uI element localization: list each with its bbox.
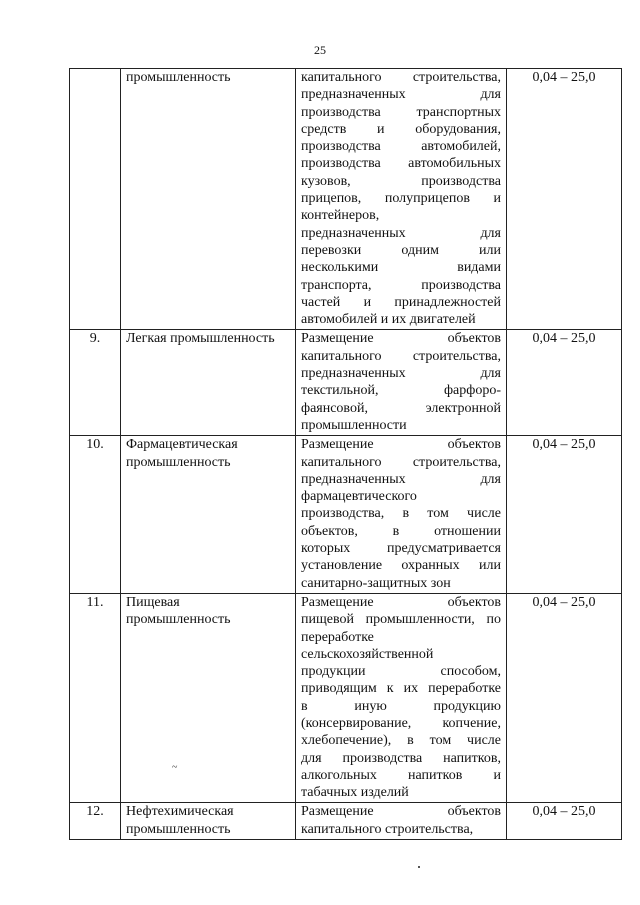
description-line: промышленности: [301, 417, 407, 433]
name-line: Нефтехимическая: [126, 804, 234, 820]
description-line: продукции способом,: [301, 664, 501, 680]
description-line: предназначенных для: [301, 225, 501, 241]
area-range-value: 0,04 – 25,0: [507, 330, 622, 436]
description-line: производства автомобильных: [301, 156, 501, 172]
description-line: кузовов, производства: [301, 173, 501, 189]
table-body: [70, 69, 622, 840]
description-line: капитального строительства,: [301, 70, 501, 85]
land-use-name: [121, 436, 296, 594]
row-number: 11.: [70, 593, 121, 803]
description-line: Размещение объектов: [301, 331, 501, 347]
description-line: предназначенных для: [301, 366, 501, 382]
name-line: Легкая промышленность: [126, 331, 275, 347]
name-line: промышленность: [126, 70, 231, 85]
name-line: Фармацевтическая: [126, 437, 238, 453]
table-row: [70, 803, 622, 840]
description-line: алкогольных напитков и: [301, 767, 501, 783]
description-line: для производства напитков,: [301, 750, 501, 766]
land-use-description: [296, 593, 507, 803]
table-row: [70, 69, 622, 330]
area-range-value: 0,04 – 25,0: [507, 803, 622, 840]
description-line: производства автомобилей,: [301, 139, 501, 155]
table-row: [70, 436, 622, 594]
description-line: Размещение объектов: [301, 437, 501, 453]
land-use-description: [296, 803, 507, 840]
description-line: производства транспортных: [301, 104, 501, 120]
table-row: [70, 593, 622, 803]
description-line: прицепов, полуприцепов и: [301, 191, 501, 207]
description-line: контейнеров,: [301, 208, 380, 224]
scan-mark: ~: [172, 762, 178, 773]
area-range-value: 0,04 – 25,0: [507, 593, 622, 803]
description-line: хлебопечение), в том числе: [301, 733, 501, 749]
land-use-description: [296, 69, 507, 330]
description-line: (консервирование, копчение,: [301, 715, 501, 731]
name-line: Пищевая: [126, 594, 180, 610]
table-row: [70, 330, 622, 436]
row-number: 10.: [70, 436, 121, 594]
description-line: объектов, в отношении: [301, 523, 501, 539]
land-use-table: [69, 68, 622, 840]
row-number: 9.: [70, 330, 121, 436]
description-line: в иную продукцию: [301, 698, 501, 714]
land-use-name: [121, 330, 296, 436]
description-line: предназначенных для: [301, 87, 501, 103]
name-line: промышленность: [126, 454, 231, 470]
row-number: 12.: [70, 803, 121, 840]
description-line: несколькими видами: [301, 260, 501, 276]
description-line: сельскохозяйственной: [301, 646, 434, 662]
description-line: Размещение объектов: [301, 804, 501, 820]
name-line: промышленность: [126, 821, 231, 837]
description-line: табачных изделий: [301, 785, 409, 801]
scan-dot: [418, 866, 420, 868]
page-number: 25: [314, 43, 326, 57]
description-line: Размещение объектов: [301, 594, 501, 610]
description-line: переработке: [301, 629, 374, 645]
description-line: капитального строительства,: [301, 348, 501, 364]
description-line: которых предусматривается: [301, 541, 501, 557]
description-line: транспорта, производства: [301, 277, 501, 293]
description-line: пищевой промышленности, по: [301, 612, 501, 628]
description-line: перевозки одним или: [301, 242, 501, 258]
land-use-name: [121, 69, 296, 330]
description-line: частей и принадлежностей: [301, 294, 501, 310]
description-line: предназначенных для: [301, 471, 501, 487]
land-use-description: [296, 330, 507, 436]
description-line: капитального строительства,: [301, 454, 501, 470]
description-line: автомобилей и их двигателей: [301, 312, 476, 328]
area-range-value: 0,04 – 25,0: [507, 69, 622, 330]
land-use-name: [121, 803, 296, 840]
description-line: фармацевтического: [301, 489, 417, 505]
description-line: текстильной, фарфоро-: [301, 383, 501, 399]
description-line: санитарно-защитных зон: [301, 575, 451, 591]
land-use-name: [121, 593, 296, 803]
row-number: [70, 69, 121, 330]
description-line: приводящим к их переработке: [301, 681, 501, 697]
description-line: средств и оборудования,: [301, 121, 501, 137]
description-line: фаянсовой, электронной: [301, 400, 501, 416]
name-line: промышленность: [126, 612, 231, 628]
description-line: производства, в том числе: [301, 506, 501, 522]
description-line: установление охранных или: [301, 558, 501, 574]
description-line: капитального строительства,: [301, 821, 474, 837]
land-use-description: [296, 436, 507, 594]
area-range-value: 0,04 – 25,0: [507, 436, 622, 594]
